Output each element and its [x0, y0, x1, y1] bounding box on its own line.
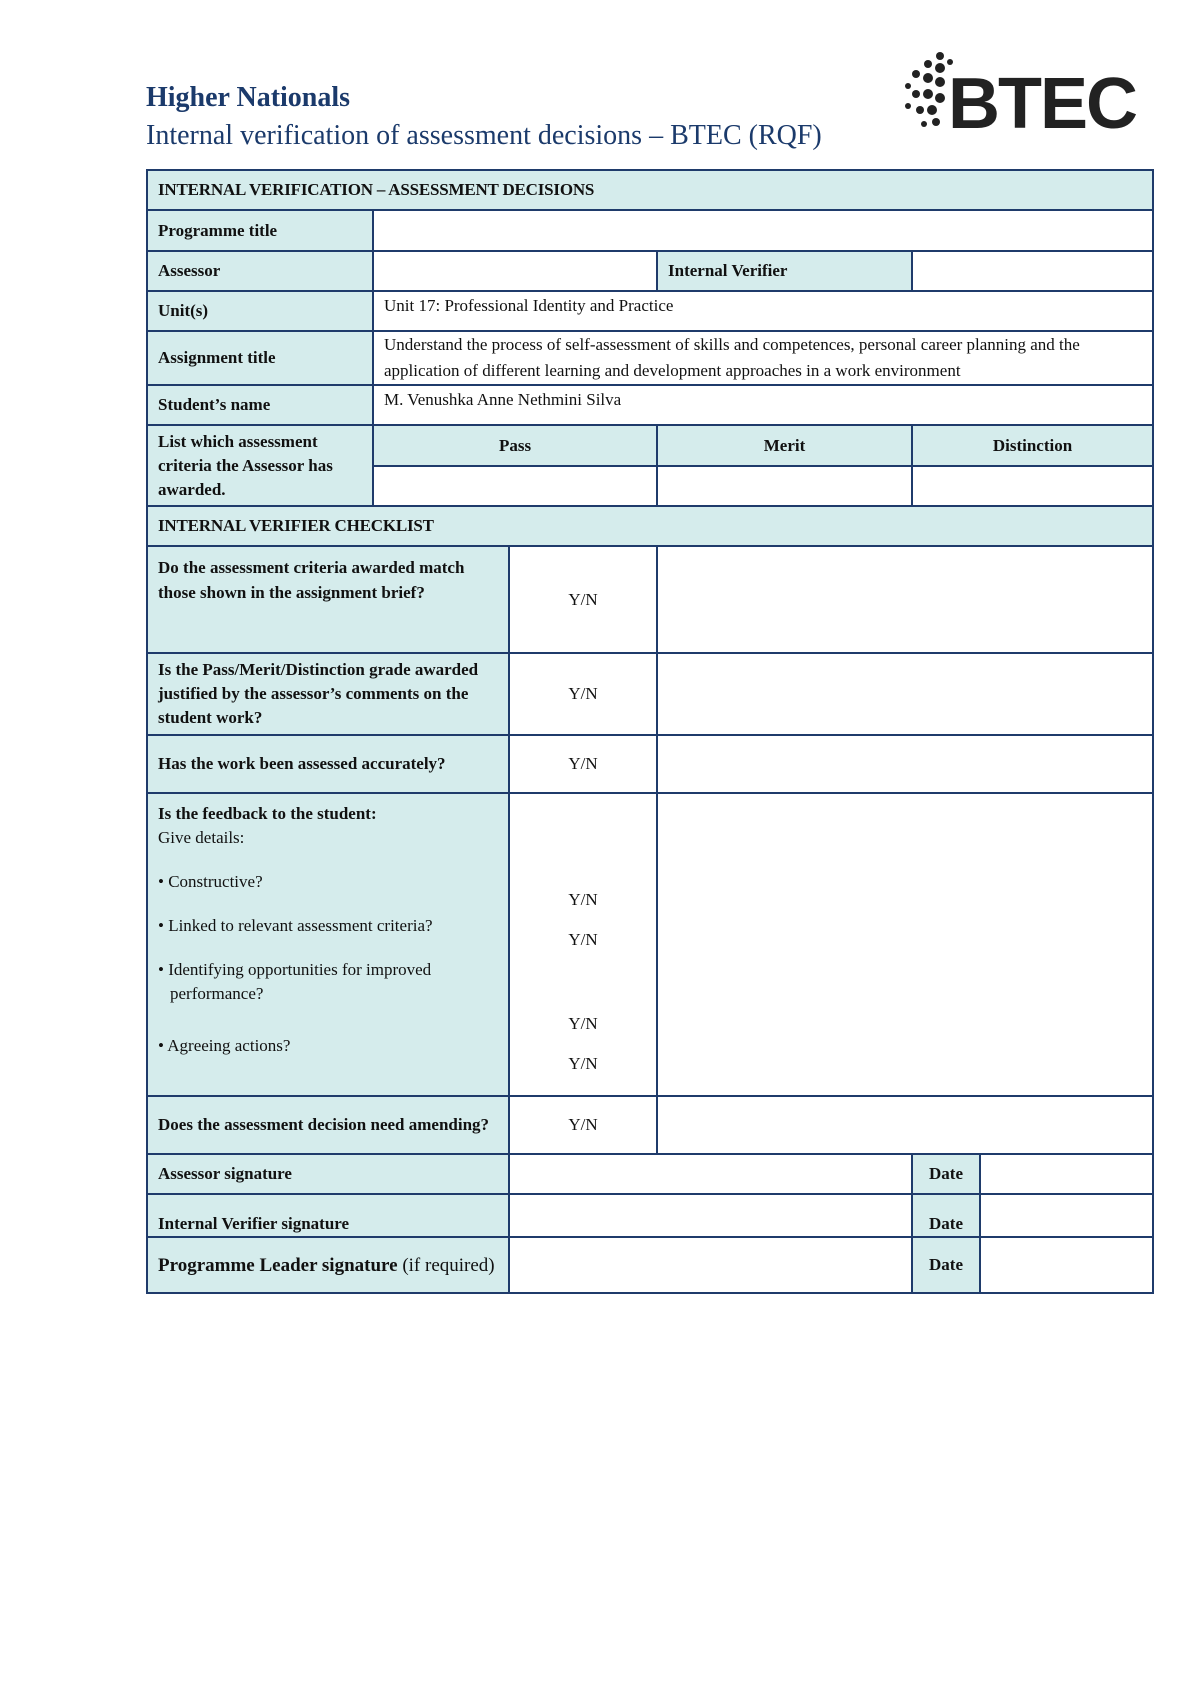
- pl-date-label: Date: [912, 1237, 980, 1293]
- page-title: Higher Nationals: [146, 82, 351, 113]
- programme-title-field[interactable]: [373, 210, 1153, 251]
- pass-header: Pass: [373, 425, 657, 466]
- btec-logo: [900, 50, 1140, 136]
- q3-yn[interactable]: Y/N: [509, 735, 657, 793]
- q4-item-constructive: • Constructive?: [158, 872, 263, 891]
- verification-form: [146, 169, 1154, 1294]
- iv-signature-field[interactable]: [509, 1194, 912, 1237]
- q5-comments[interactable]: [657, 1096, 1153, 1154]
- pass-criteria-field[interactable]: [373, 466, 657, 506]
- q4-yn-actions[interactable]: Y/N: [568, 1054, 598, 1073]
- iv-signature-label: Internal Verifier signature: [147, 1194, 509, 1237]
- section-heading-decisions: INTERNAL VERIFICATION – ASSESSMENT DECISIONS: [147, 170, 1153, 210]
- units-label: Unit(s): [147, 291, 373, 331]
- q4-item-linked: • Linked to relevant assessment criteria?: [158, 916, 433, 935]
- q4-yn-cell: [509, 793, 657, 1096]
- merit-criteria-field[interactable]: [657, 466, 912, 506]
- assessor-date-label: Date: [912, 1154, 980, 1194]
- section-heading-checklist: INTERNAL VERIFIER CHECKLIST: [147, 506, 1153, 546]
- q4-yn-opportunities[interactable]: Y/N: [568, 1014, 598, 1033]
- page-subtitle: Internal verification of assessment decisions – BTEC (RQF): [146, 120, 822, 151]
- pl-signature-label: [147, 1237, 509, 1293]
- internal-verifier-label: Internal Verifier: [657, 251, 912, 291]
- student-name-field[interactable]: M. Venushka Anne Nethmini Silva: [373, 385, 1153, 425]
- q4-comments[interactable]: [657, 793, 1153, 1096]
- student-name-label: Student’s name: [147, 385, 373, 425]
- q4-label: [147, 793, 509, 1096]
- q4-yn-constructive[interactable]: Y/N: [568, 890, 598, 909]
- q4-subtitle: Give details:: [158, 828, 245, 847]
- merit-header: Merit: [657, 425, 912, 466]
- pl-signature-label-note: (if required): [397, 1254, 495, 1276]
- assignment-title-label: Assignment title: [147, 331, 373, 385]
- q4-yn-linked[interactable]: Y/N: [568, 930, 598, 949]
- internal-verifier-field[interactable]: [912, 251, 1153, 291]
- q3-comments[interactable]: [657, 735, 1153, 793]
- iv-date-label: Date: [912, 1194, 980, 1237]
- q4-title: Is the feedback to the student:: [158, 804, 377, 823]
- assignment-title-field[interactable]: Understand the process of self-assessment of skills and competences, personal career planning and the application of different learning and development approaches in a work environment: [373, 331, 1153, 385]
- q4-item-opportunities: • Identifying opportunities for improved performance?: [158, 960, 432, 1003]
- q1-comments[interactable]: [657, 546, 1153, 653]
- assessor-field[interactable]: [373, 251, 657, 291]
- assessor-date-field[interactable]: [980, 1154, 1153, 1194]
- iv-date-field[interactable]: [980, 1194, 1153, 1237]
- assessor-label: Assessor: [147, 251, 373, 291]
- distinction-criteria-field[interactable]: [912, 466, 1153, 506]
- q3-label: Has the work been assessed accurately?: [147, 735, 509, 793]
- q5-label: Does the assessment decision need amending?: [147, 1096, 509, 1154]
- pl-date-field[interactable]: [980, 1237, 1153, 1293]
- programme-title-label: Programme title: [147, 210, 373, 251]
- assessor-signature-label: Assessor signature: [147, 1154, 509, 1194]
- assessor-signature-field[interactable]: [509, 1154, 912, 1194]
- q1-label: Do the assessment criteria awarded match those shown in the assignment brief?: [147, 546, 509, 653]
- btec-logo-text: BTEC: [948, 64, 1136, 136]
- q2-comments[interactable]: [657, 653, 1153, 735]
- units-field[interactable]: Unit 17: Professional Identity and Practice: [373, 291, 1153, 331]
- q1-yn[interactable]: Y/N: [509, 546, 657, 653]
- distinction-header: Distinction: [912, 425, 1153, 466]
- q5-yn[interactable]: Y/N: [509, 1096, 657, 1154]
- criteria-label: List which assessment criteria the Assessor has awarded.: [147, 425, 373, 506]
- q2-label: Is the Pass/Merit/Distinction grade awarded justified by the assessor’s comments on the student work?: [147, 653, 509, 735]
- pl-signature-label-bold: Programme Leader signature: [158, 1254, 398, 1276]
- q2-yn[interactable]: Y/N: [509, 653, 657, 735]
- q4-item-actions: • Agreeing actions?: [158, 1036, 291, 1055]
- pl-signature-field[interactable]: [509, 1237, 912, 1293]
